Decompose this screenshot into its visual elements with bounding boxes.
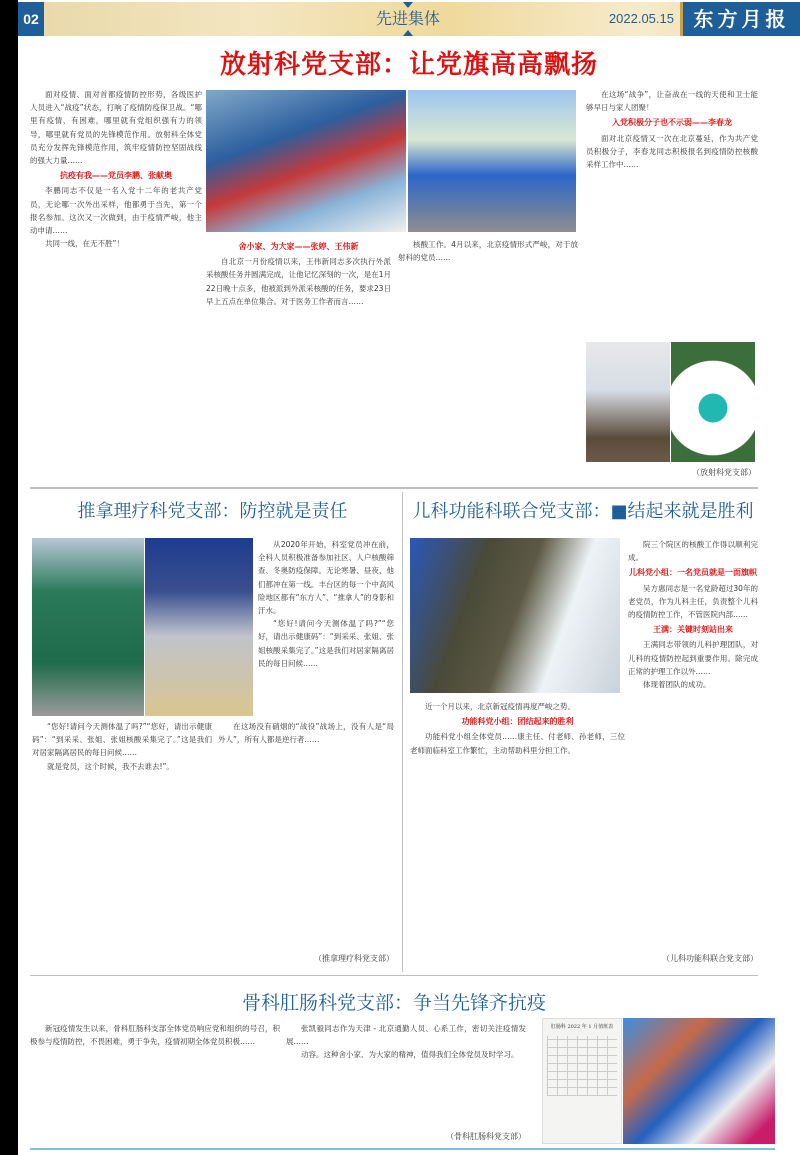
article2-column1	[32, 720, 212, 965]
newspaper-logo: 东方月报	[680, 2, 800, 36]
article1-column3	[398, 238, 578, 473]
article4-column1	[30, 1022, 280, 1137]
article3-photo-caption: 近一个月以来，北京新冠疫情再度严峻之势。	[425, 702, 575, 711]
article1-body3: 核酸工作。4月以来，北京疫情形式严峻，对于放射科的党员……	[398, 240, 578, 263]
article1-credit: （放射科党支部）	[692, 468, 756, 477]
article1-subheading-2: 入党积极分子也不示弱——李春龙	[612, 118, 732, 128]
photo-swab-at-tent	[623, 1018, 775, 1144]
article1-column1	[30, 88, 202, 473]
newspaper-page	[18, 0, 800, 1155]
article3-subheading-3: 功能科党小组：团结起来的胜利	[461, 717, 574, 727]
article1-title: 放射科党支部：让党旗高高飘扬	[219, 50, 598, 80]
article1-col4-top: 在这场“战争”，让奋战在一线的天使和卫士能够早日与家人团聚！	[586, 90, 758, 113]
photo-doctor-green-scrubs	[32, 538, 144, 716]
article1-column2	[206, 238, 391, 473]
photo-protective-suit-portrait	[671, 342, 755, 462]
article3-column1	[410, 700, 625, 950]
section-name: 先进集体	[375, 9, 440, 28]
article4-body2: 张凯毅同志作为天津 - 北京通勤人员、心系工作，密切关注疫情发展……	[286, 1024, 526, 1047]
article3-title: 儿科功能科联合党支部：■结起来就是胜利	[412, 501, 754, 522]
article3-body3: 功能科党小组全体党员……康主任、付老师、孙老师，三位老师面临科室工作繁忙，主动帮助科里分担工作。	[410, 732, 625, 755]
photo1-caption: 舍小家、为大家——张婷、王伟新	[238, 242, 359, 251]
column-divider	[402, 492, 403, 972]
article4-credit: （骨科肛肠科党支部）	[446, 1132, 526, 1141]
schedule-grid	[547, 1036, 617, 1096]
article3-column2	[628, 538, 758, 938]
section-divider	[30, 487, 758, 489]
issue-date: 2022.05.15	[608, 11, 674, 26]
triangle-up-icon	[403, 30, 413, 36]
page-number: 02	[18, 2, 44, 36]
article2-column-right	[258, 538, 394, 716]
footer-bar	[30, 1148, 775, 1150]
article1-intro: 面对疫情、面对首都疫情防控形势，各级医护人员进入“战疫”状态，打响了疫情防疫保卫战。“哪里有疫情、有困难，哪里就有党组织强有力的领导，哪里就有党员的先锋模范作用。放射科全体党员充分发挥先锋模范作用，筑牢疫情防控坚固战线的强大力量……	[30, 90, 202, 166]
article1-body2: 自北京一月份疫情以来，王伟新同志多次执行外派采核酸任务并圆满完成，让他记忆深刻的一次，是在1月22日晚十点多，他被派到外派采核酸的任务，要求23日早上五点在单位集合。对于医务工作者而言……	[206, 257, 391, 306]
article3-subheading-1: 儿科党小组：一名党员就是一面旗帜	[629, 568, 757, 578]
photo-blue-tents	[408, 90, 576, 232]
article1-column4	[586, 88, 758, 338]
article2-end-line: 就是党员，这个时候，我不去谁去!”。	[47, 761, 174, 771]
article4-column2	[286, 1022, 526, 1117]
article3-body1: 吴方惠同志是一名党龄超过30年的老党员，作为儿科主任，负责整个儿科的疫情防控工作，不管医院内部……	[628, 583, 758, 620]
masthead	[18, 2, 800, 36]
article3-col-top: 院三个院区的核酸工作得以顺利完成。	[628, 540, 758, 563]
article4-body1: 新冠疫情发生以来，骨科肛肠科支部全体党员响应党和组织的号召，积极参与疫情防控，不畏困难，勇于争先，疫情初期全体党员积极……	[30, 1024, 280, 1047]
photo-duty-schedule	[542, 1018, 622, 1144]
article2-intro: 从2020年开始，科室党员冲在前，全科人员积极准备参加社区、人户核酸筛查、冬奥防疫保障。无论寒暑、昼夜，他们都冲在第一线。丰台区的每一个中高风险地区都有“东方人”、“推拿人”的身影和汗水。	[258, 540, 394, 616]
section-divider-bottom	[30, 975, 758, 976]
photo-nucleic-acid-test	[410, 538, 620, 693]
article2-body-end: 在这场没有硝烟的“战役”战场上，没有人是“局外人”，所有人都是逆行者……	[218, 722, 394, 745]
duty-schedule-title: 肛肠科 2022 年 1 月值班表	[550, 1024, 614, 1030]
article1-subheading-1: 抗疫有我——党员李鹏、张献奥	[60, 171, 172, 181]
article2-body-left: “您好!请问今天测体温了吗?”“您好，请出示健康码”：“到采采、张姐、张姐核酸采集完了。”这是我们对居家隔离居民的每日问候……	[32, 722, 212, 758]
article2-quote: “您好!请问今天测体温了吗?”“您好，请出示健康码”：“到采采、张姐、张姐核酸采集完了。”这是我们对居家隔离居民的每日问候……	[258, 619, 394, 668]
article3-body2: 王满同志带领的儿科护理团队，对儿科的疫情防控起到重要作用。除完成正常的护理工作以外……	[628, 640, 758, 676]
article4-end-line: 动容。这种舍小家、为大家的精神，值得我们全体党员及时学习。	[301, 1050, 519, 1060]
photo-workers-night	[145, 538, 253, 716]
article3-end-line: 体现着团队的成功。	[643, 680, 711, 690]
article3-subheading-2: 王满：关键时刻站出来	[653, 625, 733, 635]
article2-column2	[218, 720, 394, 945]
article1-end-line: 共同一线，在无不胜”！	[45, 239, 124, 249]
article2-title: 推拿理疗科党支部：防控就是责任	[77, 501, 348, 522]
photo-swab-at-bus	[206, 90, 406, 232]
photo-sampling-booth	[586, 342, 670, 462]
article1-body1: 李鹏同志不仅是一名入党十二年的老共产党员，无论哪一次外出采样，他都勇于当先，第一个报名参加。这次又一次做到，由于疫情严峻，他主动申请……	[30, 186, 202, 236]
article3-credit: （儿科功能科联合党支部）	[662, 954, 758, 963]
article2-credit: （推拿理疗科党支部）	[314, 954, 394, 963]
article4-title: 骨科肛肠科党支部：争当先锋齐抗疫	[241, 992, 546, 1014]
article1-body4: 面对北京疫情又一次在北京蔓延，作为共产党员积极分子，李春龙同志积极报名到疫情防控核酸采样工作中……	[586, 133, 758, 170]
